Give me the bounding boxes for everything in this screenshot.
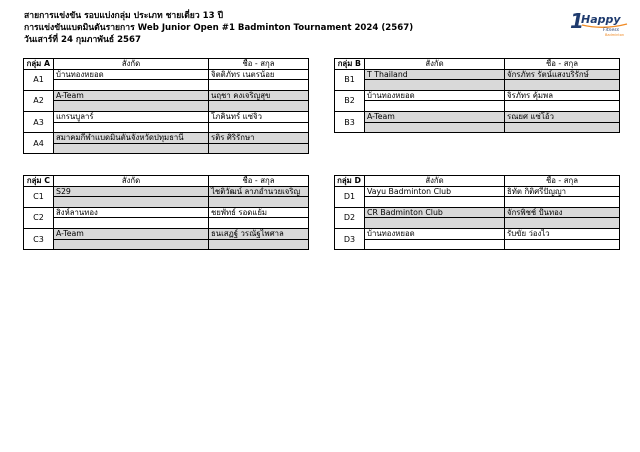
column-header-name: ชื่อ - สกุล <box>209 176 309 187</box>
entry-blank <box>505 101 620 112</box>
entry-blank <box>54 101 209 112</box>
seed-code: D3 <box>335 228 365 249</box>
column-header-affiliation: สังกัด <box>54 59 209 70</box>
entry-blank <box>209 122 309 133</box>
entry-blank <box>209 80 309 91</box>
entry-name: ไชติวัฒน์ ลาภอำนวยเจริญ <box>209 186 309 197</box>
entry-affiliation: บ้านทองหยอด <box>365 228 505 239</box>
entry-name: ธิทัต กิติศรีปัญญา <box>505 186 620 197</box>
header-line-1: สายการแข่งขัน รอบแบ่งกลุ่ม ประเภท ชายเดี่ยว 13 ปี <box>24 11 224 21</box>
entry-name: จักรพิชช์ ปั้นทอง <box>505 207 620 218</box>
seed-code: A3 <box>24 111 54 132</box>
entry-blank <box>365 80 505 91</box>
group-table-d <box>334 175 620 250</box>
entry-affiliation: บ้านทองหยอด <box>365 90 505 101</box>
entry-blank <box>505 218 620 229</box>
column-header-name: ชื่อ - สกุล <box>505 59 620 70</box>
entry-blank <box>505 197 620 208</box>
entry-blank <box>505 122 620 133</box>
entry-name: จักรภัทร รัตน์แสงบริรักษ์ <box>505 69 620 80</box>
column-header-affiliation: สังกัด <box>365 59 505 70</box>
entry-blank <box>54 80 209 91</box>
seed-code: A2 <box>24 90 54 111</box>
column-header-name: ชื่อ - สกุล <box>209 59 309 70</box>
group-table-c <box>23 175 309 250</box>
logo-graphic <box>569 8 629 38</box>
entry-name: รติร ศิริรักษา <box>209 133 309 144</box>
seed-code: A4 <box>24 133 54 154</box>
entry-name: จิรภัทร คุ้มพล <box>505 90 620 101</box>
entry-blank <box>209 101 309 112</box>
entry-blank <box>209 218 309 229</box>
entry-blank <box>365 218 505 229</box>
entry-blank <box>209 143 309 154</box>
entry-name: รณยศ แซ่โอ้ว <box>505 111 620 122</box>
happy-fitness-logo <box>569 8 629 38</box>
group-label: กลุ่ม A <box>24 59 54 70</box>
entry-affiliation: บ้านทองหยอด <box>54 69 209 80</box>
entry-affiliation: A-Team <box>54 90 209 101</box>
entry-name: จิตติภัทร เนตรน้อย <box>209 69 309 80</box>
entry-blank <box>505 239 620 250</box>
column-header-affiliation: สังกัด <box>54 176 209 187</box>
entry-affiliation: T Thailand <box>365 69 505 80</box>
entry-affiliation: A-Team <box>54 228 209 239</box>
seed-code: B1 <box>335 69 365 90</box>
logo-word: Happy <box>581 13 621 26</box>
entry-name: รับขัย ว่องไว <box>505 228 620 239</box>
entry-blank <box>54 143 209 154</box>
entry-blank <box>365 239 505 250</box>
entry-blank <box>505 80 620 91</box>
entry-affiliation: S29 <box>54 186 209 197</box>
document-header <box>24 10 413 46</box>
entry-affiliation: CR Badminton Club <box>365 207 505 218</box>
seed-code: C3 <box>24 228 54 249</box>
entry-blank <box>209 197 309 208</box>
column-header-name: ชื่อ - สกุล <box>505 176 620 187</box>
seed-code: B2 <box>335 90 365 111</box>
entry-blank <box>365 197 505 208</box>
entry-blank <box>54 197 209 208</box>
group-table-b <box>334 58 620 133</box>
logo-sub: Fitness <box>603 28 619 33</box>
entry-affiliation: แกรนบูลาร์ <box>54 111 209 122</box>
group-table-a <box>23 58 309 154</box>
logo-tag: Badminton <box>605 33 625 37</box>
entry-blank <box>365 122 505 133</box>
group-label: กลุ่ม B <box>335 59 365 70</box>
entry-name: โภคินทร์ แซ่จิว <box>209 111 309 122</box>
seed-code: D1 <box>335 186 365 207</box>
entry-affiliation: สมาคมกีฬาแบดมินตันจังหวัดปทุมธานี <box>54 133 209 144</box>
entry-name: ชยพัทธ์ รอดแย้ม <box>209 207 309 218</box>
entry-name: ธนเสฏฐ์ วรณัฐไพศาล <box>209 228 309 239</box>
seed-code: A1 <box>24 69 54 90</box>
header-line-2: การแข่งขันแบดมินตันรายการ Web Junior Open #1 Badminton Tournament 2024 (2567) <box>24 23 414 33</box>
group-label: กลุ่ม C <box>24 176 54 187</box>
group-label: กลุ่ม D <box>335 176 365 187</box>
seed-code: B3 <box>335 111 365 132</box>
logo-number: 1 <box>570 9 584 33</box>
column-header-affiliation: สังกัด <box>365 176 505 187</box>
entry-blank <box>209 239 309 250</box>
entry-blank <box>365 101 505 112</box>
seed-code: C2 <box>24 207 54 228</box>
entry-blank <box>54 122 209 133</box>
seed-code: D2 <box>335 207 365 228</box>
entry-blank <box>54 239 209 250</box>
seed-code: C1 <box>24 186 54 207</box>
entry-affiliation: A-Team <box>365 111 505 122</box>
header-line-3: วันเสาร์ที่ 24 กุมภาพันธ์ 2567 <box>24 35 141 45</box>
entry-blank <box>54 218 209 229</box>
entry-affiliation: สิงห์ลานทอง <box>54 207 209 218</box>
entry-name: นฤชา คงเจริญสุข <box>209 90 309 101</box>
entry-affiliation: Vayu Badminton Club <box>365 186 505 197</box>
